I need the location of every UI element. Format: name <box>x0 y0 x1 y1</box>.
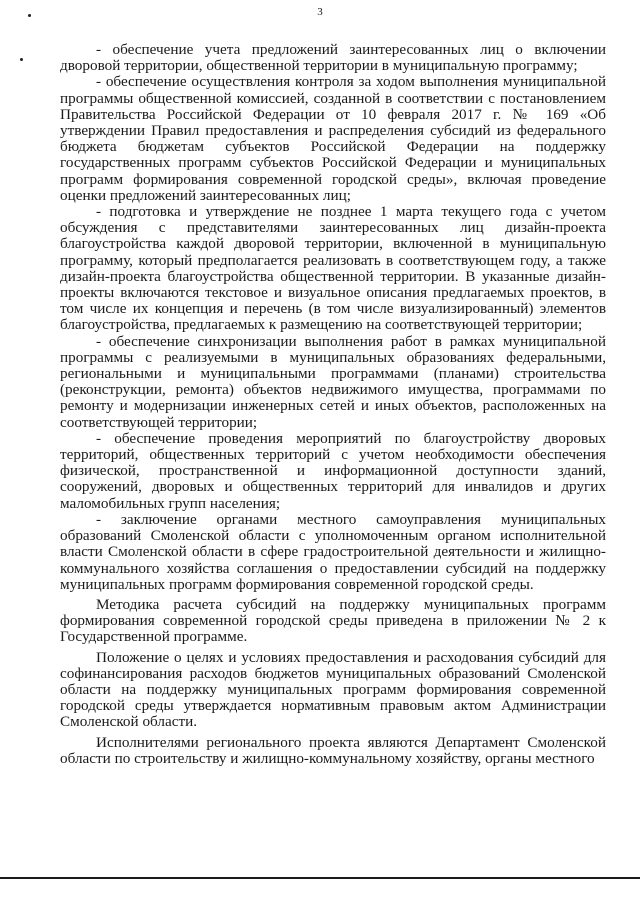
paragraph-commission-control: - обеспечение осуществления контроля за ходом выполнения муниципальной программы общественной комиссией, созданной в соответствии с постановлением Правительства Российской Федерации от 10 февраля 2017 г. № 169 «Об утверждении Правил предоставления и распределения субсидий из федерального бюджета бюджетам субъектов Российской Федерации на поддержку государственных программ субъектов Российской Федерации и муниципальных программ формирования современной городской среды», включая проведение оценки предложений заинтересованных лиц; <box>60 73 606 204</box>
paragraph-executors: Исполнителями регионального проекта являются Департамент Смоленской области по строительству и жилищно-коммунальному хозяйству, органы местного <box>60 733 606 767</box>
page-number: 3 <box>317 6 323 18</box>
paragraph-regulation: Положение о целях и условиях предоставления и расходования субсидий для софинансирования расходов бюджетов муниципальных образований Смоленской области на поддержку муниципальных программ формирования современной городской среды утверждается нормативным правовым актом Администрации Смоленской области. <box>60 648 606 731</box>
paragraph-proposals-accounting: - обеспечение учета предложений заинтересованных лиц о включении дворовой территории, общественной территории в муниципальную программу; <box>60 41 606 75</box>
scan-bottom-edge <box>0 877 640 879</box>
paragraph-agreement: - заключение органами местного самоуправления муниципальных образований Смоленской области с уполномоченным органом исполнительной власти Смоленской области в сфере градостроительной деятельности и жилищно-коммунального хозяйства соглашения о предоставлении субсидий на поддержку муниципальных программ формирования современной городской среды. <box>60 510 606 593</box>
paragraph-synchronization: - обеспечение синхронизации выполнения работ в рамках муниципальной программы с реализуемыми в муниципальных образованиях федеральными, региональными и муниципальными программами (планами) строительства (реконструкции, ремонта) объектов недвижимого имущества, программами по ремонту и модернизации инженерных сетей и иных объектов, расположенных на соответствующей территории; <box>60 332 606 431</box>
paragraph-design-project: - подготовка и утверждение не позднее 1 марта текущего года с учетом обсуждения с представителями заинтересованных лиц дизайн-проекта благоустройства каждой дворовой территории, включенной в муниципальную программу, который предполагается реализовать в соответствующем году, а также дизайн-проекта благоустройства общественной территории. В указанные дизайн-проекты включаются текстовое и визуальное описания предлагаемых проектов, в том числе их концепция и перечень (в том числе визуализированный) элементов благоустройства, предлагаемых к размещению на соответствующей территории; <box>60 203 606 334</box>
scan-mark-left <box>20 58 23 61</box>
paragraph-methodology: Методика расчета субсидий на поддержку муниципальных программ формирования современной городской среды приведена в приложении № 2 к Государственной программе. <box>60 595 606 646</box>
document-body <box>60 42 606 767</box>
paragraph-accessibility: - обеспечение проведения мероприятий по благоустройству дворовых территорий, общественных территорий с учетом необходимости обеспечения физической, пространственной и информационной доступности зданий, сооружений, дворовых и общественных территорий для инвалидов и других маломобильных групп населения; <box>60 429 606 512</box>
